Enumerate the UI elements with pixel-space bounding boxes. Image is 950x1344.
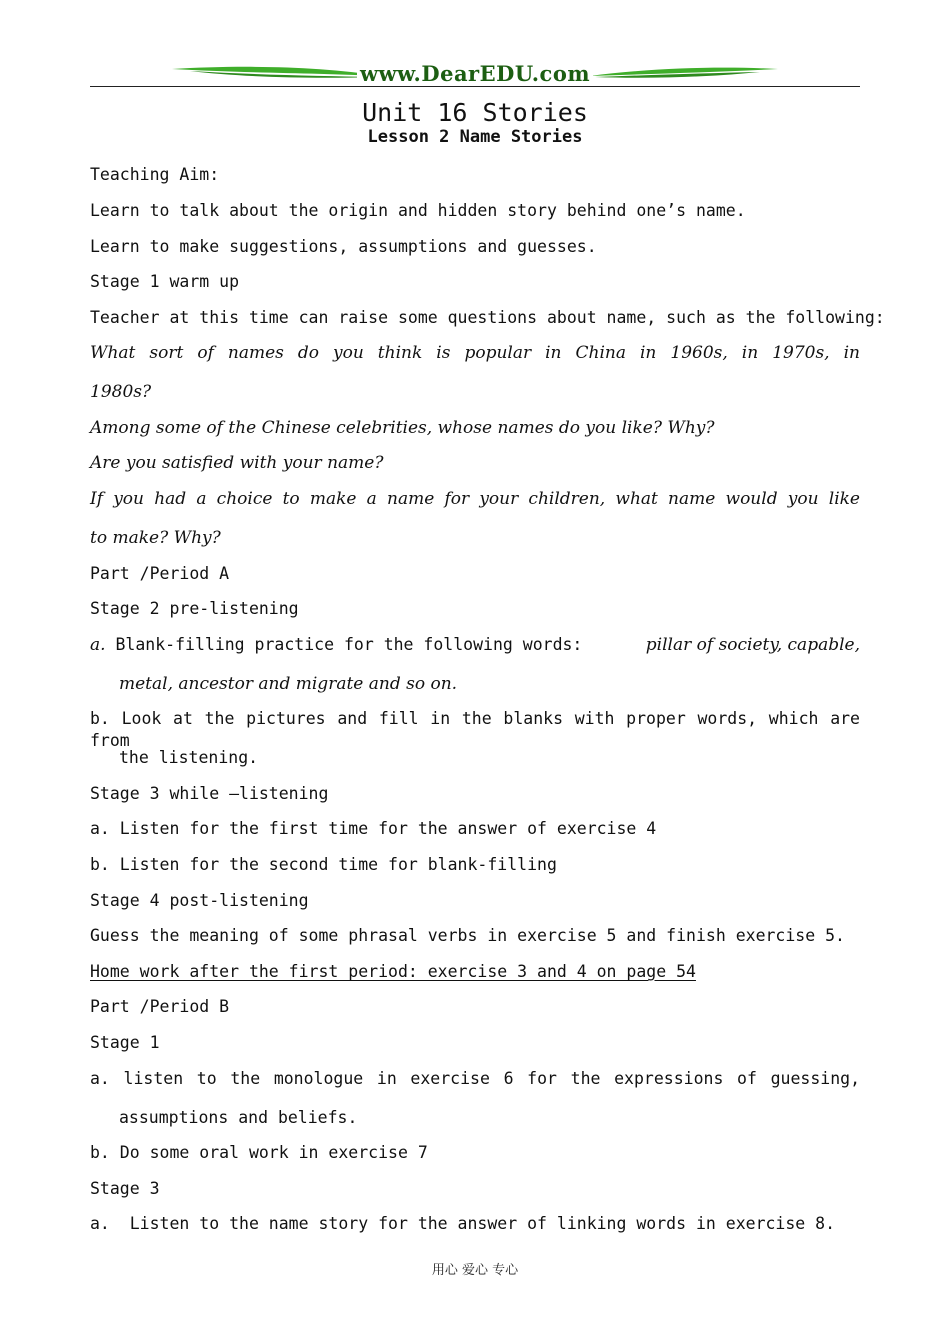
- question-line: If you had a choice to make a name for your children, what name would you like: [90, 489, 860, 509]
- question-line: Among some of the Chinese celebrities, whose names do you like? Why?: [90, 418, 715, 438]
- section-heading: Part /Period A: [90, 564, 230, 583]
- page-subtitle: Lesson 2 Name Stories: [367, 127, 583, 147]
- header-rule: [90, 86, 860, 87]
- text-line: Learn to make suggestions, assumptions and guesses.: [90, 237, 597, 256]
- list-item: [90, 634, 860, 656]
- text-line: Guess the meaning of some phrasal verbs in exercise 5 and finish exercise 5.: [90, 926, 845, 945]
- list-item: b. Look at the pictures and fill in the blanks with proper words, which are from: [90, 709, 860, 750]
- section-heading: Stage 3: [90, 1179, 160, 1198]
- list-item: a. Listen for the first time for the answer of exercise 4: [90, 819, 657, 838]
- list-marker: a.: [90, 635, 106, 655]
- section-heading: Stage 2 pre-listening: [90, 599, 299, 618]
- section-heading: Stage 1 warm up: [90, 272, 240, 291]
- list-item: a. listen to the monologue in exercise 6 for the expressions of guessing,: [90, 1069, 860, 1088]
- page-title: Unit 16 Stories: [362, 98, 588, 127]
- section-heading: Part /Period B: [90, 997, 230, 1016]
- header-logo: [0, 61, 950, 86]
- homework-note: Home work after the first period: exercise 3 and 4 on page 54: [90, 962, 696, 981]
- page-footer: 用心 爱心 专心: [431, 1263, 519, 1278]
- section-heading: Teaching Aim:: [90, 165, 220, 184]
- list-item-text: Blank-filling practice for the following words:: [105, 635, 593, 654]
- question-line: 1980s?: [90, 382, 152, 402]
- question-line: Are you satisfied with your name?: [90, 453, 384, 473]
- text-line: Learn to talk about the origin and hidden story behind one’s name.: [90, 201, 746, 220]
- list-item: b. Listen for the second time for blank-filling: [90, 855, 557, 874]
- question-line: to make? Why?: [90, 528, 221, 548]
- list-item: a. Listen to the name story for the answer of linking words in exercise 8.: [90, 1214, 836, 1233]
- list-item-continuation: the listening.: [119, 748, 259, 767]
- section-heading: Stage 1: [90, 1033, 160, 1052]
- vocabulary-words: pillar of society, capable,: [645, 635, 860, 655]
- text-line: Teacher at this time can raise some questions about name, such as the following:: [90, 308, 885, 327]
- question-line: What sort of names do you think is popular in China in 1960s, in 1970s, in: [90, 343, 860, 363]
- list-item: b. Do some oral work in exercise 7: [90, 1143, 428, 1162]
- header-logo-text: www.DearEDU.com: [357, 61, 593, 86]
- list-item-continuation: assumptions and beliefs.: [119, 1108, 358, 1127]
- section-heading: Stage 4 post-listening: [90, 891, 309, 910]
- section-heading: Stage 3 while –listening: [90, 784, 329, 803]
- vocabulary-words: metal, ancestor and migrate and so on.: [119, 674, 458, 694]
